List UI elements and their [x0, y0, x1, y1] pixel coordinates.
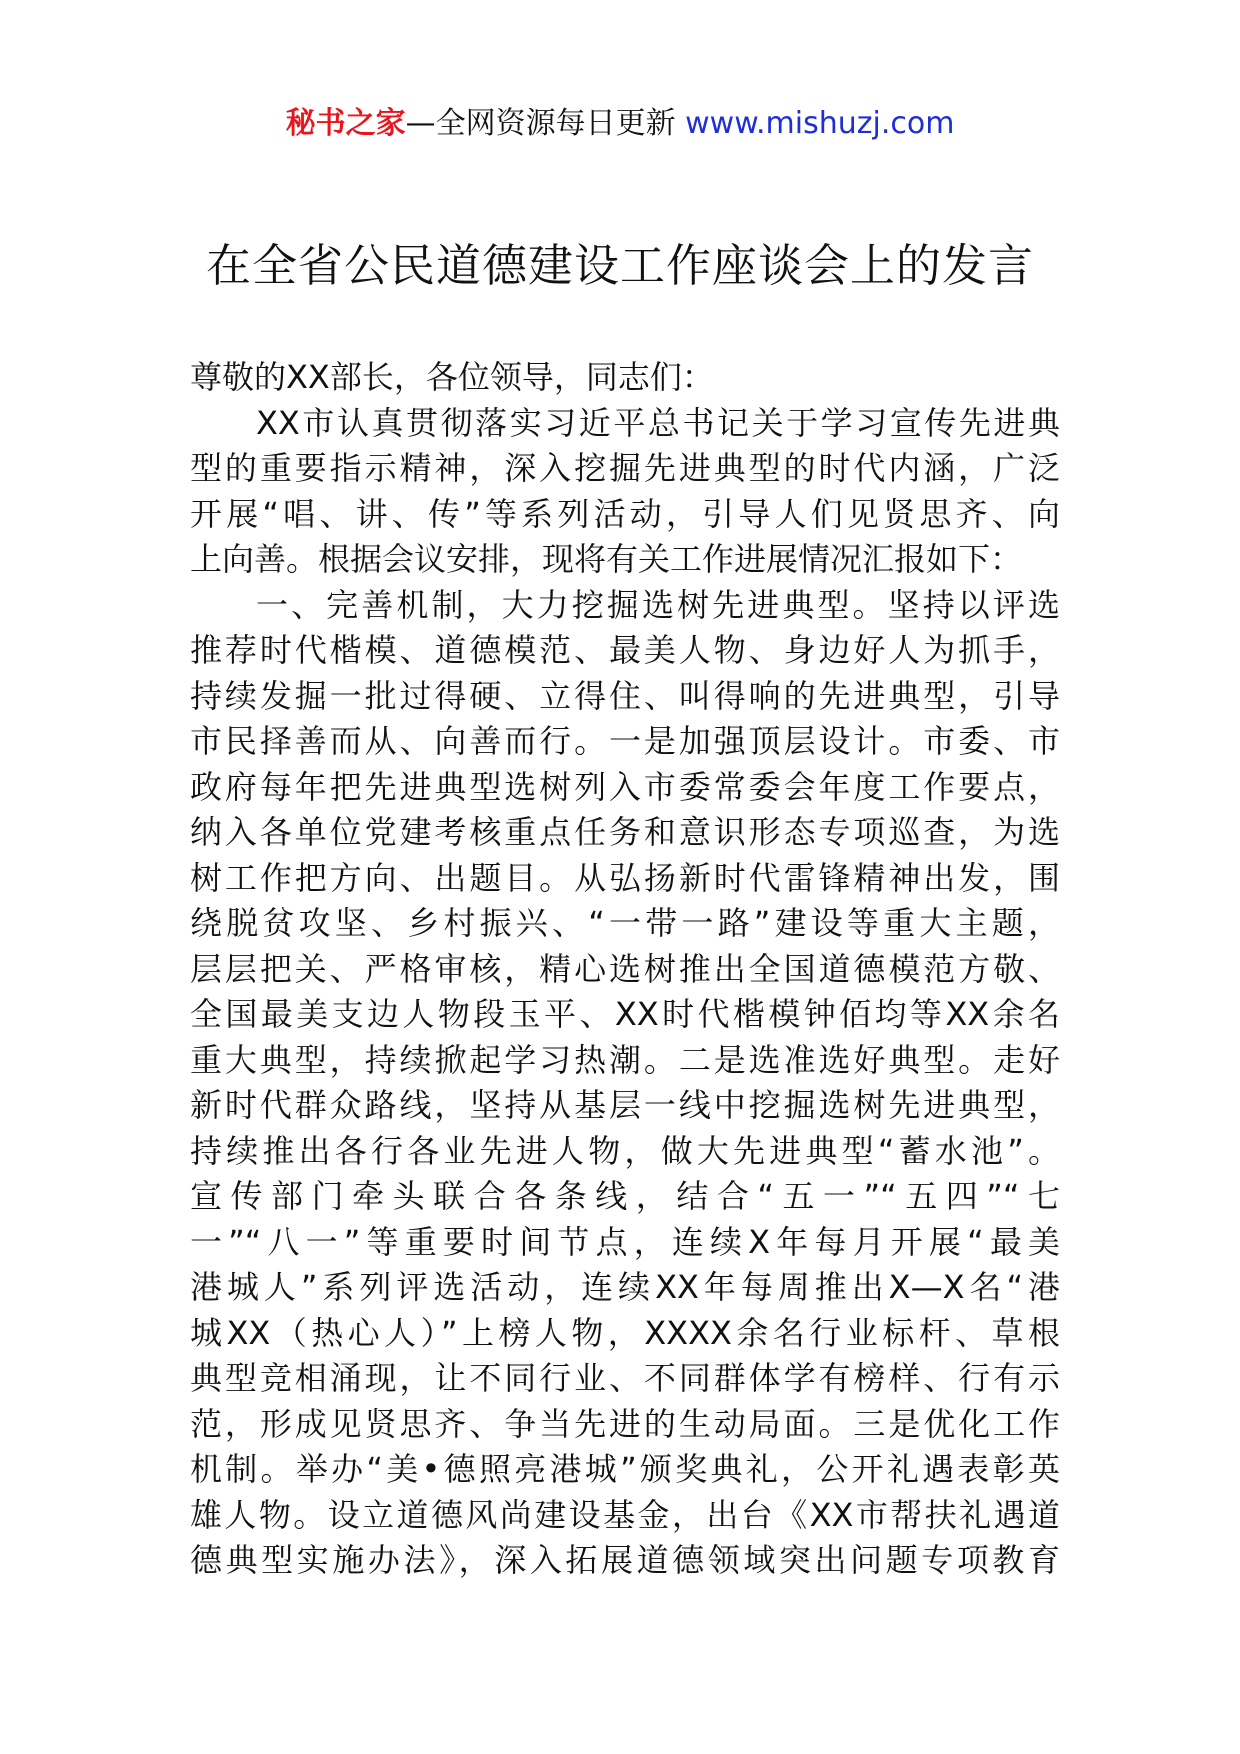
body-line: 德典型实施办法》，深入拓展道德领域突出问题专项教育: [190, 1541, 1060, 1579]
site-header: [0, 104, 1240, 144]
body-line: 雄人物。设立道德风尚建设基金，出台《XX市帮扶礼遇道: [190, 1495, 1060, 1534]
body-line: XX市认真贯彻落实习近平总书记关于学习宣传先进典: [256, 403, 1060, 442]
body-line: 港城人”系列评选活动，连续XX年每周推出X—X名“港: [190, 1268, 1060, 1306]
body-line: 型的重要指示精神，深入挖掘先进典型的时代内涵，广泛: [190, 449, 1060, 487]
document-body: [190, 355, 1060, 1584]
body-line: 持续推出各行各业先进人物，做大先进典型“蓄水池”。: [190, 1131, 1060, 1170]
body-line: 典型竞相涌现，让不同行业、不同群体学有榜样、行有示: [190, 1359, 1060, 1397]
body-line: 树工作把方向、出题目。从弘扬新时代雷锋精神出发，围: [190, 858, 1060, 897]
body-line: 开展“唱、讲、传”等系列活动，引导人们见贤思齐、向: [190, 494, 1060, 533]
body-line: 纳入各单位党建考核重点任务和意识形态专项巡查，为选: [190, 813, 1060, 851]
body-line: 新时代群众路线，坚持从基层一线中挖掘选树先进典型，: [190, 1086, 1060, 1124]
site-url-link[interactable]: www.mishuzj.com: [685, 106, 955, 141]
body-line: 政府每年把先进典型选树列入市委常委会年度工作要点，: [190, 767, 1060, 806]
body-line: 一”“八一”等重要时间节点，连续X年每月开展“最美: [190, 1222, 1060, 1261]
body-line: 宣传部门牵头联合各条线，结合“五一”“五四”“七: [190, 1177, 1060, 1215]
body-line: 持续发掘一批过得硬、立得住、叫得响的先进典型，引导: [190, 676, 1060, 715]
body-line: 重大典型，持续掀起学习热潮。二是选准选好典型。走好: [190, 1040, 1060, 1079]
body-line: 推荐时代楷模、道德模范、最美人物、身边好人为抓手，: [190, 631, 1060, 669]
body-line: 城XX（热心人）”上榜人物，XXXX余名行业标杆、草根: [190, 1313, 1060, 1352]
body-line: 尊敬的XX部长，各位领导，同志们：: [190, 358, 714, 396]
body-line: 范，形成见贤思齐、争当先进的生动局面。三是优化工作: [190, 1404, 1060, 1443]
body-line: 全国最美支边人物段玉平、XX时代楷模钟佰均等XX余名: [190, 995, 1060, 1033]
body-line: 上向善。根据会议安排，现将有关工作进展情况汇报如下：: [190, 540, 1023, 578]
body-line: 机制。举办“美•德照亮港城”颁奖典礼，公开礼遇表彰英: [190, 1450, 1060, 1488]
site-brand: 秘书之家: [285, 106, 406, 141]
body-line: 市民择善而从、向善而行。一是加强顶层设计。市委、市: [190, 722, 1060, 760]
body-line: 层层把关、严格审核，精心选树推出全国道德模范方敬、: [190, 949, 1060, 988]
site-tagline: —全网资源每日更新: [405, 106, 686, 141]
body-line: 绕脱贫攻坚、乡村振兴、“一带一路”建设等重大主题，: [190, 904, 1060, 942]
document-title: 在全省公民道德建设工作座谈会上的发言: [205, 239, 1034, 292]
body-line: 一、完善机制，大力挖掘选树先进典型。坚持以评选: [256, 585, 1060, 624]
